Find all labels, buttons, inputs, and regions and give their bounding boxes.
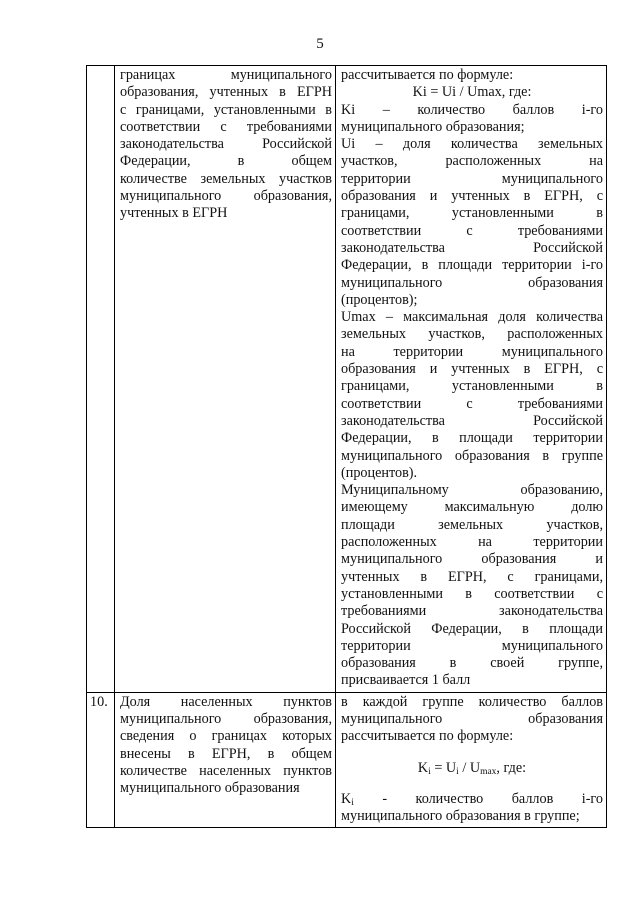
definition-line: законодательства Российской	[341, 239, 603, 256]
criterion-name-line: сведения о границах которых	[120, 728, 332, 745]
intro-line: муниципального образования	[341, 710, 603, 727]
intro-line: в каждой группе количество баллов	[341, 693, 603, 710]
rule-line: имеющему максимальную долю	[341, 499, 603, 516]
criterion-name-line: Доля населенных пунктов	[120, 693, 332, 710]
definition-line: соответствии с требованиями	[341, 222, 603, 239]
formula-intro: рассчитывается по формуле:	[341, 67, 514, 83]
calculation-cell	[336, 692, 607, 828]
definition-line: земельных участков, расположенных	[341, 326, 603, 343]
definition-line: Федерации, в площади территории	[341, 430, 603, 447]
rule-line: расположенных на территории	[341, 534, 603, 551]
definition-line: границами, установленными в	[341, 205, 603, 222]
definition-line: $K_i$ - количество баллов i-го	[341, 790, 603, 808]
definition-line: участков, расположенных на	[341, 153, 603, 170]
criterion-name-line: количестве земельных участков	[120, 170, 332, 187]
criterion-name-line: соответствии с требованиями	[120, 118, 332, 135]
rule-line: присваивается 1 балл	[341, 672, 471, 689]
criterion-name-line: муниципального образования,	[120, 710, 332, 727]
table-row	[87, 692, 607, 828]
intro-line: рассчитывается по формуле:	[341, 728, 514, 745]
criterion-name-line: внесены в ЕГРН, в общем	[120, 745, 332, 762]
definition-line: соответствии с требованиями	[341, 395, 603, 412]
formula: $K_i = U_i / U_{max}$, где:	[417, 759, 527, 777]
definition-line: территории муниципального	[341, 170, 603, 187]
criterion-name-line: с границами, установленными в	[120, 101, 332, 118]
rule-line: требованиями законодательства	[341, 603, 603, 620]
calculation-cell	[336, 66, 607, 693]
definition-line: муниципального образования	[341, 274, 603, 291]
rule-line: муниципального образования и	[341, 551, 603, 568]
rule-line: площади земельных участков,	[341, 516, 603, 533]
criterion-name-line: количестве населенных пунктов	[120, 762, 332, 779]
definition-line: Umax – максимальная доля количества	[341, 309, 603, 326]
definition-line: Федерации, в площади территории i-го	[341, 257, 603, 274]
table-row	[87, 66, 607, 693]
definition-line: муниципального образования в группе	[341, 447, 603, 464]
page-number: 5	[316, 36, 324, 52]
rule-line: Муниципальному образованию,	[341, 482, 603, 499]
rule-line: образования в своей группе,	[341, 655, 603, 672]
definition-line: границами, установленными в	[341, 378, 603, 395]
criterion-name-line: муниципального образования	[120, 780, 300, 797]
row-number-cell: 10.	[87, 692, 115, 828]
rule-line: учтенных в ЕГРН, с границами,	[341, 568, 603, 585]
definition-line: (процентов).	[341, 464, 418, 481]
criteria-table	[86, 65, 607, 828]
criterion-name-line: Федерации, в общем	[120, 153, 332, 170]
definition-line: законодательства Российской	[341, 412, 603, 429]
criterion-name-line: учтенных в ЕГРН	[120, 205, 228, 222]
rule-line: территории муниципального	[341, 637, 603, 654]
rule-line: Российской Федерации, в площади	[341, 620, 603, 637]
definition-line: муниципального образования;	[341, 118, 525, 135]
definition-line: образования и учтенных в ЕГРН, с	[341, 361, 603, 378]
definition-line: Ui – доля количества земельных	[341, 136, 603, 153]
criterion-name-line: образования, учтенных в ЕГРН	[120, 84, 332, 101]
row-number-cell	[87, 66, 115, 693]
rule-line: установленными в соответствии с	[341, 585, 603, 602]
criterion-name-line: муниципального образования,	[120, 188, 332, 205]
formula: Ki = Ui / Umax, где:	[412, 84, 532, 101]
definition-line: (процентов);	[341, 291, 418, 308]
criterion-name-cell	[115, 66, 336, 693]
definition-line: на территории муниципального	[341, 343, 603, 360]
definition-line: муниципального образования в группе;	[341, 808, 580, 825]
criterion-name-line: законодательства Российской	[120, 136, 332, 153]
definition-line: Ki – количество баллов i-го	[341, 101, 603, 118]
definition-line: образования и учтенных в ЕГРН, с	[341, 188, 603, 205]
criterion-name-cell	[115, 692, 336, 828]
criterion-name-line: границах муниципального	[120, 67, 332, 83]
